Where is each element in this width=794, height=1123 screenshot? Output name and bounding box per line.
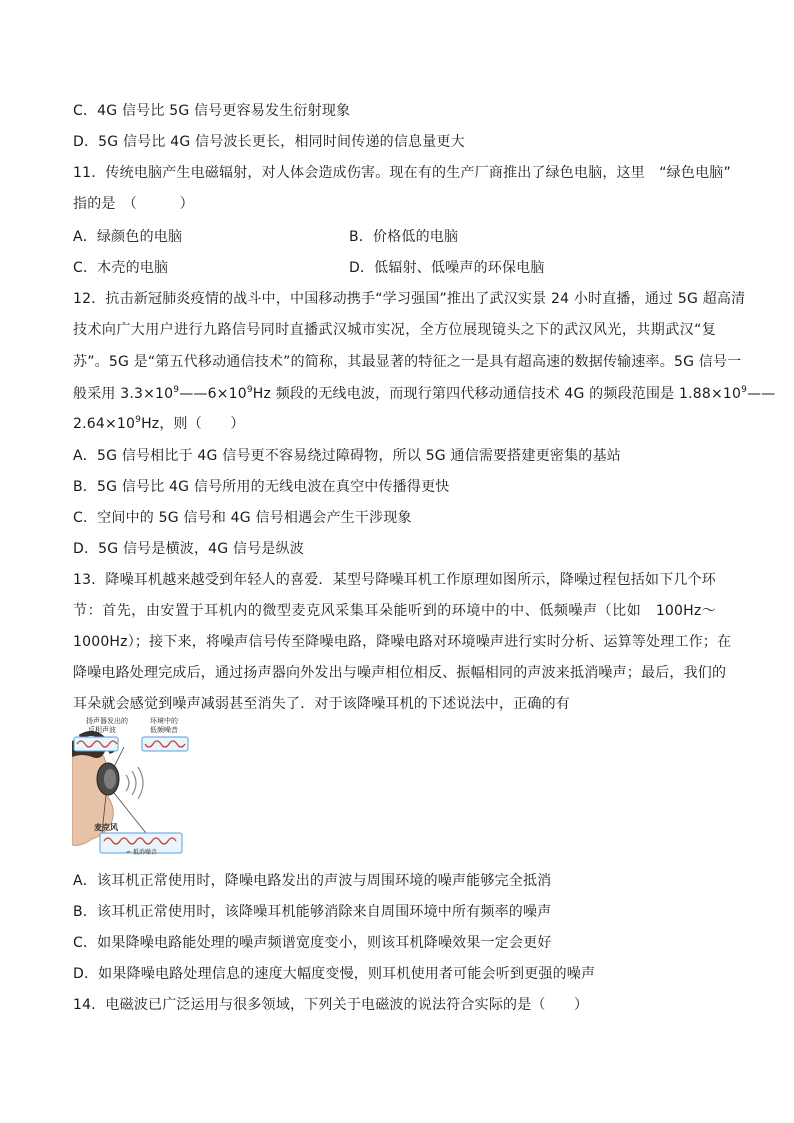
label-microphone: 麦克风 <box>94 823 118 832</box>
q11-stem-line-2: 指的是 （ ） <box>73 196 194 212</box>
sound-arc-2 <box>132 771 136 795</box>
ambient-noise-box <box>142 737 188 751</box>
q12-sup-1: 9 <box>173 385 180 395</box>
label-env-line-1: 环境中的 <box>150 717 178 725</box>
q13-stem-line-2: 节：首先，由安置于耳机内的微型麦克风采集耳朵能听到的环境中的中、低频噪声（比如 100Hz～ <box>73 603 716 619</box>
q12-frag-e: 2.64×10 <box>73 416 136 432</box>
q13-option-c: C．如果降噪电路能处理的噪声频谱宽度变小，则该耳机降噪效果一定会更好 <box>73 935 552 951</box>
noise-cancelling-figure <box>72 717 200 863</box>
q13-stem-line-3: 1000Hz）；接下来，将噪声信号传至降噪电路，降噪电路对环境噪声进行实时分析、运算等处理工作；在 <box>73 634 732 650</box>
q13-stem-line-5: 耳朵就会感觉到噪声减弱甚至消失了．对于该降噪耳机的下述说法中，正确的有 <box>73 696 570 712</box>
label-cancelled-noise: = 抵消噪音 <box>126 849 157 856</box>
q13-stem-line-4: 降噪电路处理完成后，通过扬声器向外发出与噪声相位相反、振幅相同的声波来抵消噪声；最后，我们的 <box>73 665 727 681</box>
q12-option-d: D．5G 信号是横波，4G 信号是纵波 <box>73 541 304 557</box>
q12-stem-line-4 <box>73 384 776 404</box>
label-speaker-line-1: 扬声器发出的 <box>86 717 128 725</box>
q11-option-d: D．低辐射、低噪声的环保电脑 <box>349 260 545 276</box>
sound-arc-3 <box>138 767 143 799</box>
q11-stem-line-1: 11．传统电脑产生电磁辐射，对人体会造成伤害。现在有的生产厂商推出了绿色电脑，这里 “绿色电脑” <box>73 165 731 181</box>
q14-stem-line-1: 14．电磁波已广泛运用与很多领域，下列关于电磁波的说法符合实际的是（ ） <box>73 997 589 1013</box>
q11-option-a: A．绿颜色的电脑 <box>73 229 183 245</box>
q12-option-a: A．5G 信号相比于 4G 信号更不容易绕过障碍物，所以 5G 通信需要搭建更密集的基站 <box>73 448 621 464</box>
q12-frag-a: 般采用 3.3×10 <box>73 386 174 402</box>
q12-frag-b: ——6×10 <box>179 386 247 402</box>
q10-option-d: D．5G 信号比 4G 信号波长更长，相同时间传递的信息量更大 <box>73 134 465 150</box>
q13-option-a: A．该耳机正常使用时，降噪电路发出的声波与周围环境的噪声能够完全抵消 <box>73 873 552 889</box>
q12-frag-f: Hz，则（ ） <box>141 416 245 432</box>
q12-stem-line-1: 12．抗击新冠肺炎疫情的战斗中，中国移动携手“学习强国”推出了武汉实景 24 小时直播，通过 5G 超高清 <box>73 291 746 307</box>
reverse-wave-box <box>74 737 118 751</box>
q12-sup-4: 9 <box>135 415 142 425</box>
q11-option-c: C．木壳的电脑 <box>73 260 169 276</box>
q13-option-d: D．如果降噪电路处理信息的速度大幅度变慢，则耳机使用者可能会听到更强的噪声 <box>73 966 596 982</box>
q12-option-c: C．空间中的 5G 信号和 4G 信号相遇会产生干涉现象 <box>73 510 412 526</box>
q12-sup-3: 9 <box>741 385 748 395</box>
q12-option-b: B．5G 信号比 4G 信号所用的无线电波在真空中传播得更快 <box>73 479 450 495</box>
q12-stem-line-5 <box>73 414 245 434</box>
q12-stem-line-3: 苏”。5G 是“第五代移动通信技术”的简称，其最显著的特征之一是具有超高速的数据传输速率。5G 信号一 <box>73 354 742 370</box>
q12-frag-d: —— <box>747 386 776 402</box>
ear-cup-inner <box>104 769 116 789</box>
label-speaker-line-2: 反相声波 <box>88 726 116 734</box>
mic-pointer-line-2 <box>114 793 146 833</box>
sound-arc-1 <box>126 775 129 791</box>
q12-sup-2: 9 <box>246 385 253 395</box>
q13-option-b: B．该耳机正常使用时，该降噪耳机能够消除来自周围环境中所有频率的噪声 <box>73 904 552 920</box>
q12-stem-line-2: 技术向广大用户进行九路信号同时直播武汉城市实况，全方位展现镜头之下的武汉风光，共期武汉“复 <box>73 322 716 338</box>
q10-option-c: C．4G 信号比 5G 信号更容易发生衍射现象 <box>73 103 351 119</box>
label-env-line-2: 低频噪音 <box>150 726 178 734</box>
q13-stem-line-1: 13．降噪耳机越来越受到年轻人的喜爱．某型号降噪耳机工作原理如图所示，降噪过程包括如下几个环 <box>73 572 717 588</box>
q12-frag-c: Hz 频段的无线电波，而现行第四代移动通信技术 4G 的频段范围是 1.88×10 <box>252 386 742 402</box>
q11-option-b: B．价格低的电脑 <box>349 229 459 245</box>
headphone-diagram-illustration <box>72 717 200 863</box>
